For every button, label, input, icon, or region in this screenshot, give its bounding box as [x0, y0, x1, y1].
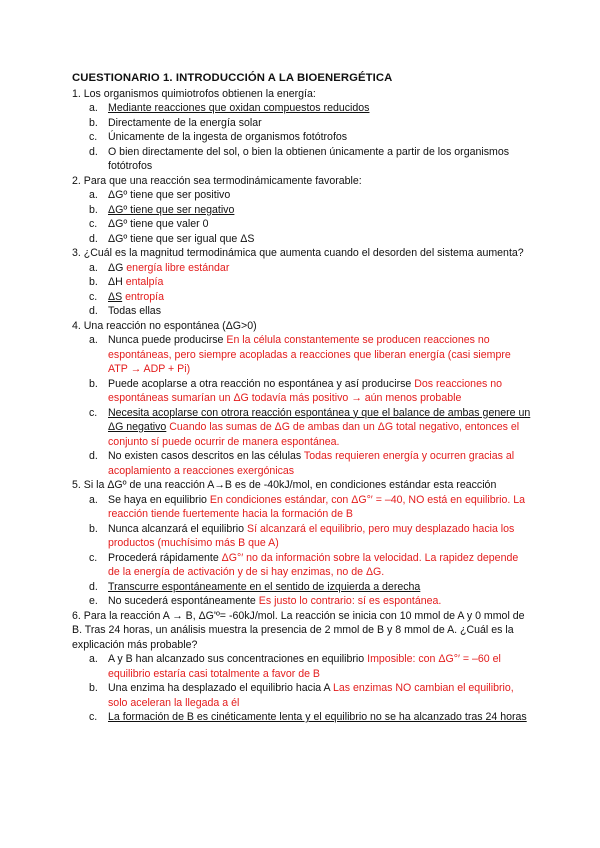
option-letter: c. — [89, 711, 98, 723]
option-text: No sucederá espontáneamente — [108, 595, 256, 607]
options-list — [72, 652, 532, 725]
option-text: Necesita acoplarse con otrora reacción espontánea y que el balance de ambas genere un ΔG negativo — [108, 406, 531, 433]
question-2 — [72, 174, 532, 247]
question-1 — [72, 87, 532, 174]
questionnaire — [72, 71, 532, 725]
option-letter: a. — [89, 653, 98, 665]
option-letter: b. — [89, 522, 98, 535]
option-b — [72, 275, 532, 290]
option-text: Únicamente de la ingesta de organismos fotótrofos — [108, 131, 348, 143]
option-letter: a. — [89, 189, 98, 201]
option-c — [72, 290, 532, 305]
option-letter: b. — [89, 682, 98, 694]
option-text: Una enzima ha desplazado el equilibrio hacia A — [108, 682, 331, 694]
option-text: Nunca puede producirse — [108, 334, 224, 346]
option-letter: c. — [89, 218, 98, 230]
option-a — [72, 101, 532, 116]
option-c — [72, 710, 532, 725]
option-b — [72, 681, 532, 710]
option-text: ΔGº tiene que ser negativo — [108, 203, 235, 216]
answer-note: Todas requieren energía y ocurren gracias al acoplamiento a reacciones exergónicas — [108, 450, 515, 477]
option-text: Se haya en equilibrio — [108, 493, 207, 506]
option-b — [72, 116, 532, 131]
option-d — [72, 304, 532, 319]
option-b — [72, 377, 532, 406]
answer-note: entropía — [125, 290, 164, 303]
option-e — [72, 594, 532, 609]
option-letter: a. — [89, 102, 98, 114]
option-d — [72, 580, 532, 595]
option-letter: d. — [89, 145, 98, 158]
option-text: Procederá rápidamente — [108, 551, 219, 564]
option-d — [72, 449, 532, 478]
options-list — [72, 261, 532, 319]
option-a — [72, 493, 532, 522]
option-text: ΔS — [108, 290, 123, 303]
option-letter: c. — [89, 131, 98, 143]
option-text: ΔGº tiene que ser igual que ΔS — [108, 232, 255, 245]
option-b — [72, 203, 532, 218]
options-list — [72, 188, 532, 246]
question-stem: 3. ¿Cuál es la magnitud termodinámica que aumenta cuando el desorden del sistema aumenta? — [72, 247, 524, 259]
option-letter: b. — [89, 203, 98, 216]
answer-note: ΔG°′ no da información sobre la velocidad. La rapidez depende de la energía de activación y de si hay enzimas, no de ΔG. — [108, 551, 519, 578]
option-c — [72, 551, 532, 580]
option-c — [72, 406, 532, 450]
option-letter: b. — [89, 276, 98, 288]
option-text: O bien directamente del sol, o bien la obtienen únicamente a partir de los organismos fotótrofos — [108, 145, 510, 172]
option-letter: c. — [89, 290, 98, 303]
option-letter: e. — [89, 595, 98, 607]
option-a — [72, 188, 532, 203]
document-title: CUESTIONARIO 1. INTRODUCCIÓN A LA BIOENERGÉTICA — [72, 72, 393, 84]
option-text: ΔH — [108, 276, 123, 288]
option-c — [72, 130, 532, 145]
option-letter: b. — [89, 377, 98, 390]
option-letter: c. — [89, 551, 98, 564]
question-stem: 1. Los organismos quimiotrofos obtienen la energía: — [72, 87, 316, 100]
option-letter: a. — [89, 261, 98, 274]
answer-note: Es justo lo contrario: sí es espontánea. — [258, 595, 442, 607]
option-letter: d. — [89, 450, 98, 462]
question-stem: 5. Si la ΔGº de una reacción A→B es de -40kJ/mol, en condiciones estándar esta reacción — [72, 479, 497, 491]
option-letter: c. — [89, 406, 98, 419]
question-stem: 2. Para que una reacción sea termodinámicamente favorable: — [72, 174, 362, 187]
option-d — [72, 232, 532, 247]
options-list — [72, 493, 532, 609]
option-letter: b. — [89, 116, 98, 129]
option-c — [72, 217, 532, 232]
option-text: No existen casos descritos en las células — [108, 450, 302, 462]
option-a — [72, 333, 532, 377]
option-a — [72, 261, 532, 276]
option-letter: a. — [89, 493, 98, 506]
option-letter: d. — [89, 305, 98, 317]
answer-note: Las enzimas NO cambian el equilibrio, solo aceleran la llegada a él — [108, 682, 514, 709]
question-6 — [72, 609, 532, 725]
option-text: La formación de B es cinéticamente lenta y el equilibrio no se ha alcanzado tras 24 horas — [108, 711, 527, 723]
answer-note: entalpía — [125, 276, 164, 288]
option-a — [72, 652, 532, 681]
option-letter: d. — [89, 580, 98, 593]
option-b — [72, 522, 532, 551]
answer-note: Dos reacciones no espontáneas sumarían un ΔG todavía más positivo → aún menos probable — [108, 377, 502, 404]
option-text: Todas ellas — [108, 305, 161, 317]
option-text: Puede acoplarse a otra reacción no espontánea y así producirse — [108, 377, 412, 390]
answer-note: En condiciones estándar, con ΔG°′ = –40, NO está en equilibrio. La reacción tiende fuertemente hacia la formación de B — [108, 493, 526, 520]
option-text: Nunca alcanzará el equilibrio — [108, 522, 245, 535]
question-stem: 4. Una reacción no espontánea (ΔG>0) — [72, 319, 257, 332]
option-text: ΔGº tiene que ser positivo — [108, 189, 231, 201]
option-letter: a. — [89, 334, 98, 346]
answer-note: Sí alcanzará el equilibrio, pero muy desplazado hacia los productos (muchísimo más B que A) — [108, 522, 515, 549]
option-text: Directamente de la energía solar — [108, 116, 262, 129]
answer-note: En la célula constantemente se producen reacciones no espontáneas, pero siempre acopladas a reacciones que liberan energía (casi siempre ATP → ADP + Pi) — [108, 334, 511, 375]
answer-note: Cuando las sumas de ΔG de ambas dan un ΔG total negativo, entonces el conjunto sí puede ocurrir de manera espontánea. — [108, 421, 520, 448]
option-text: ΔGº tiene que valer 0 — [108, 218, 209, 230]
options-list — [72, 333, 532, 478]
question-4 — [72, 319, 532, 479]
question-5 — [72, 478, 532, 609]
option-text: A y B han alcanzado sus concentraciones en equilibrio — [108, 653, 365, 665]
answer-note: energía libre estándar — [126, 261, 230, 274]
option-d — [72, 145, 532, 174]
question-3 — [72, 246, 532, 319]
option-text: Mediante reacciones que oxidan compuestos reducidos — [108, 102, 370, 114]
option-text: Transcurre espontáneamente en el sentido de izquierda a derecha — [108, 580, 421, 593]
options-list — [72, 101, 532, 174]
option-letter: d. — [89, 232, 98, 245]
option-text: ΔG — [108, 261, 124, 274]
question-stem: 6. Para la reacción A → B, ΔG'º= -60kJ/mol. La reacción se inicia con 10 mmol de A y 0 mmol de B. Tras 24 horas, un análisis muestra la presencia de 2 mmol de B y 8 mmol de A. ¿Cuál es la explicación más probable? — [72, 609, 525, 651]
answer-note: Imposible: con ΔG°′ = –60 el equilibrio estaría casi totalmente a favor de B — [108, 653, 501, 680]
